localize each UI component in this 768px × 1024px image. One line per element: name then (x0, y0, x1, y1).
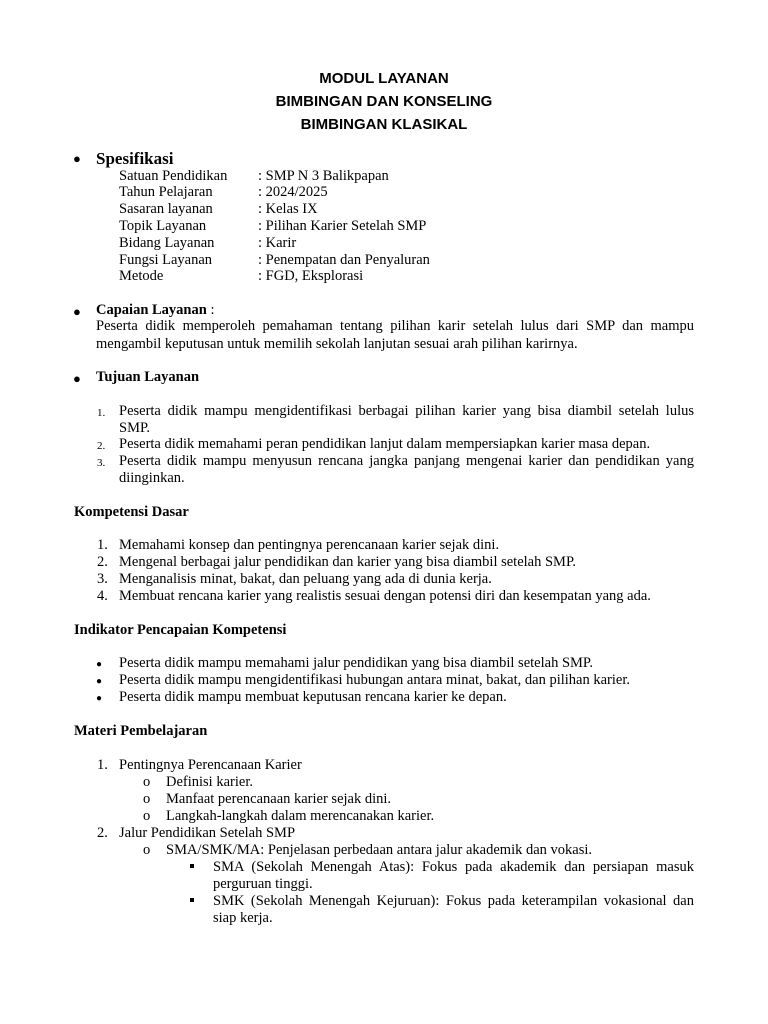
indikator-item: Peserta didik mampu memahami jalur pendidikan yang bisa diambil setelah SMP. (119, 655, 593, 671)
tujuan-heading: Tujuan Layanan (96, 369, 200, 385)
doc-title-line-1: MODUL LAYANAN (319, 70, 449, 87)
spec-label: Bidang Layanan (119, 235, 215, 251)
materi-subsubitem: SMK (Sekolah Menengah Kejuruan): Fokus pada keterampilan vokasional dan siap kerja. (213, 893, 694, 926)
list-number: 1. (97, 407, 106, 419)
materi-subsubitem: SMA (Sekolah Menengah Atas): Fokus pada akademik dan persiapan masuk perguruan tinggi. (213, 859, 694, 892)
materi-heading: Materi Pembelajaran (74, 723, 208, 739)
square-bullet-icon (190, 898, 194, 902)
spec-label: Topik Layanan (119, 218, 207, 234)
indikator-heading: Indikator Pencapaian Kompetensi (74, 622, 287, 638)
kompetensi-item: Menganalisis minat, bakat, dan peluang yang ada di dunia kerja. (119, 571, 492, 587)
spec-label: Fungsi Layanan (119, 252, 213, 268)
materi-subitem: Langkah-langkah dalam merencanakan karier. (166, 808, 435, 824)
list-number: 2. (97, 825, 108, 841)
spec-label: Sasaran layanan (119, 201, 213, 217)
materi-item: Pentingnya Perencanaan Karier (119, 757, 302, 773)
bullet-icon: ● (73, 371, 81, 386)
spesifikasi-heading: Spesifikasi (96, 149, 174, 168)
square-bullet-icon (190, 864, 194, 868)
list-number: 4. (97, 588, 108, 604)
bullet-icon: ● (73, 304, 81, 319)
indikator-item: Peserta didik mampu membuat keputusan rencana karier ke depan. (119, 689, 507, 705)
capaian-heading: Capaian Layanan (96, 302, 207, 318)
list-number: 3. (97, 571, 108, 587)
list-number: 1. (97, 757, 108, 773)
list-number: 2. (97, 554, 108, 570)
materi-item: Jalur Pendidikan Setelah SMP (119, 825, 296, 841)
kompetensi-item: Membuat rencana karier yang realistis sesuai dengan potensi diri dan kesempatan yang ada. (119, 588, 651, 604)
kompetensi-item: Mengenal berbagai jalur pendidikan dan karier yang bisa diambil setelah SMP. (119, 554, 577, 570)
bullet-icon: ● (96, 693, 103, 704)
spec-value: : FGD, Eksplorasi (258, 268, 364, 284)
kompetensi-heading: Kompetensi Dasar (74, 504, 189, 520)
bullet-icon: ● (96, 676, 103, 687)
spec-label: Metode (119, 268, 164, 284)
circle-bullet-icon: o (143, 842, 151, 858)
capaian-heading-line (96, 302, 214, 319)
spec-value: : Kelas IX (258, 201, 318, 217)
list-number: 3. (97, 457, 106, 469)
materi-subitem: SMA/SMK/MA: Penjelasan perbedaan antara jalur akademik dan vokasi. (166, 842, 593, 858)
spec-value: : Pilihan Karier Setelah SMP (258, 218, 427, 234)
capaian-colon: : (206, 302, 215, 318)
tujuan-item: Peserta didik memahami peran pendidikan lanjut dalam mempersiapkan karier masa depan. (119, 436, 651, 452)
spec-value: : Karir (258, 235, 297, 251)
capaian-text: Peserta didik memperoleh pemahaman tentang pilihan karir setelah lulus dari SMP dan mampu mengambil keputusan untuk memilih sekolah lanjutan sesuai arah pilihan karirnya. (96, 318, 694, 352)
kompetensi-item: Memahami konsep dan pentingnya perencanaan karier sejak dini. (119, 537, 500, 553)
circle-bullet-icon: o (143, 808, 151, 824)
circle-bullet-icon: o (143, 774, 151, 790)
circle-bullet-icon: o (143, 791, 151, 807)
indikator-item: Peserta didik mampu mengidentifikasi hubungan antara minat, bakat, dan pilihan karier. (119, 672, 630, 688)
materi-subitem: Definisi karier. (166, 774, 253, 790)
bullet-icon: ● (96, 659, 103, 670)
spec-value: : SMP N 3 Balikpapan (258, 168, 389, 184)
tujuan-item: Peserta didik mampu mengidentifikasi berbagai pilihan karier yang bisa diambil setelah lulus SMP. (119, 403, 694, 436)
doc-title-line-3: BIMBINGAN KLASIKAL (300, 116, 468, 133)
doc-title-line-2: BIMBINGAN DAN KONSELING (275, 93, 493, 110)
list-number: 1. (97, 537, 108, 553)
spec-label: Satuan Pendidikan (119, 168, 228, 184)
spec-value: : 2024/2025 (258, 184, 328, 200)
spec-value: : Penempatan dan Penyaluran (258, 252, 430, 268)
list-number: 2. (97, 440, 106, 452)
bullet-icon: ● (73, 151, 81, 166)
tujuan-item: Peserta didik mampu menyusun rencana jangka panjang mengenai karier dan pendidikan yang diinginkan. (119, 453, 694, 486)
materi-subitem: Manfaat perencanaan karier sejak dini. (166, 791, 392, 807)
spec-label: Tahun Pelajaran (119, 184, 213, 200)
